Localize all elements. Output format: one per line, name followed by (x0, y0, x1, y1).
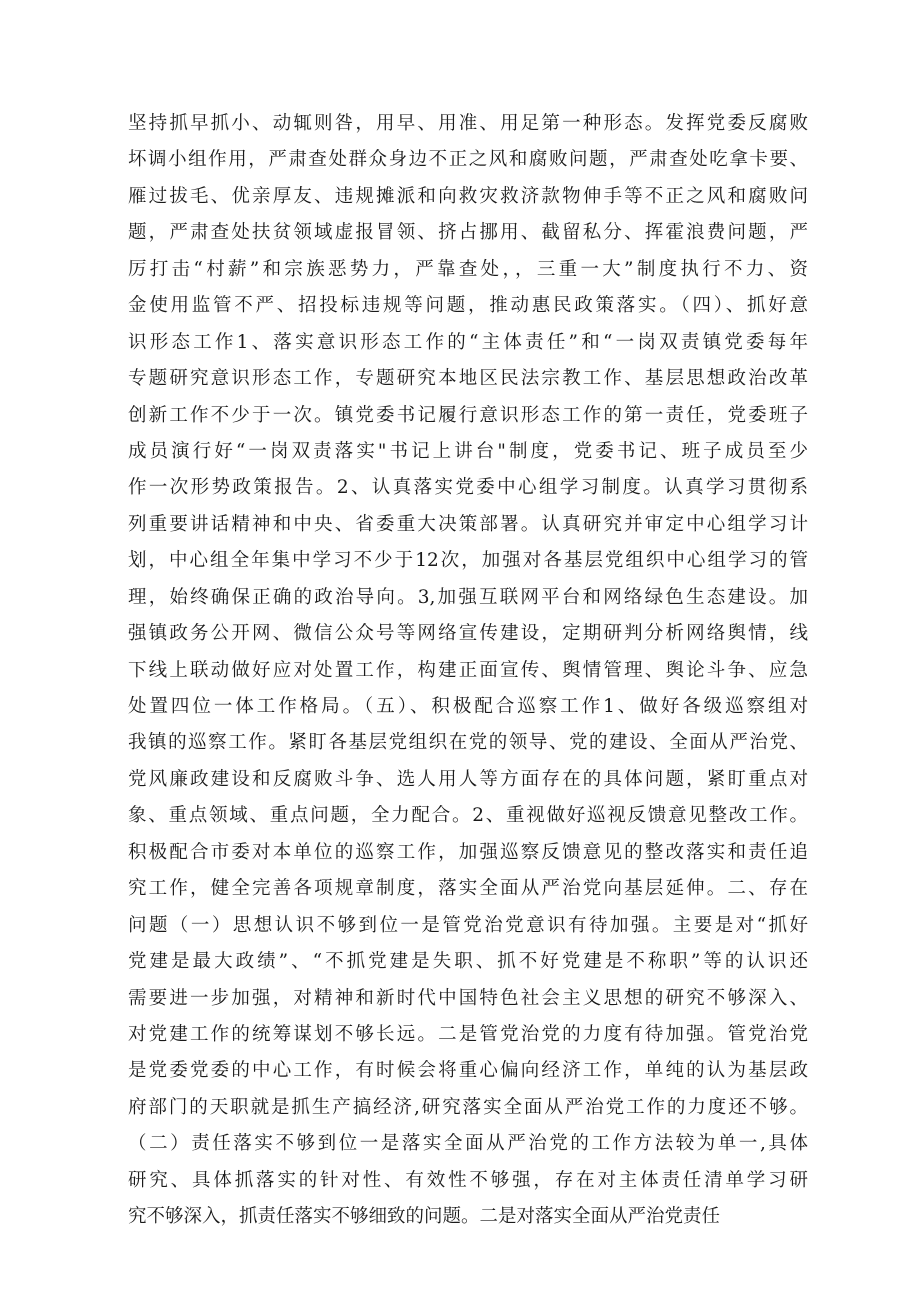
text-line: 理，始终确保正确的政治导向。3,加强互联网平台和网络绿色生态建设。加 (128, 586, 808, 608)
text-line: 究不够深入，抓责任落实不够细致的问题。二是对落实全面从严治党责任 (128, 1206, 721, 1228)
text-line: 成员演行好“一岗双责落实"书记上讲台"制度，党委书记、班子成员至少 (128, 440, 808, 462)
text-line: 积极配合市委对本单位的巡察工作，加强巡察反馈意见的整改落实和责任追 (128, 841, 808, 863)
text-line: 雁过拔毛、优亲厚友、违规摊派和向救灾救济款物伸手等不正之风和腐败问 (128, 185, 808, 207)
text-line: 作一次形势政策报告。2、认真落实党委中心组学习制度。认真学习贯彻系 (128, 477, 808, 499)
text-line: 金使用监管不严、招投标违规等问题，推动惠民政策落实。（四）、抓好意 (128, 295, 808, 317)
text-line: 坏调小组作用，严肃查处群众身边不正之风和腐败问题，严肃查处吃拿卡要、 (128, 149, 808, 171)
text-line: 是党委党委的中心工作，有时候会将重心偏向经济工作，单纯的认为基层政 (128, 1060, 808, 1082)
text-line: 划，中心组全年集中学习不少于12次，加强对各基层党组织中心组学习的管 (128, 550, 808, 572)
text-line: （二）责任落实不够到位一是落实全面从严治党的工作方法较为单一,具体 (128, 1133, 808, 1155)
text-line: 问题（一）思想认识不够到位一是管党治党意识有待加强。主要是对“抓好 (128, 914, 808, 936)
text-line: 题，严肃查处扶贫领域虚报冒领、挤占挪用、截留私分、挥霍浪费问题，严 (128, 222, 808, 244)
text-line: 识形态工作1、落实意识形态工作的“主体责任”和“一岗双责镇党委每年 (128, 331, 808, 353)
text-line: 处置四位一体工作格局。（五）、积极配合巡察工作1、做好各级巡察组对 (128, 696, 808, 717)
text-line: 象、重点领域、重点问题，全力配合。2、重视做好巡视反馈意见整改工作。 (128, 805, 808, 827)
text-line: 专题研究意识形态工作，专题研究本地区民法宗教工作、基层思想政治改革 (128, 368, 808, 390)
text-line: 下线上联动做好应对处置工作，构建正面宣传、舆情管理、舆论斗争、应急 (128, 659, 808, 681)
text-line: 坚持抓早抓小、动辄则咎，用早、用准、用足第一种形态。发挥党委反腐败 (128, 113, 808, 134)
text-line: 厉打击“村薪”和宗族恶势力，严靠查处，，三重一大”制度执行不力、资 (128, 258, 808, 280)
text-line: 究工作，健全完善各项规章制度，落实全面从严治党向基层延伸。二、存在 (128, 878, 808, 900)
text-line: 府部门的天职就是抓生产搞经济,研究落实全面从严治党工作的力度还不够。 (128, 1096, 808, 1118)
text-line: 党建是最大政绩”、“不抓党建是失职、抓不好党建是不称职”等的认识还 (128, 951, 808, 973)
text-line: 党风廉政建设和反腐败斗争、选人用人等方面存在的具体问题，紧盯重点对 (128, 768, 808, 790)
text-line: 需要进一步加强，对精神和新时代中国特色社会主义思想的研究不够深入、 (128, 987, 808, 1009)
text-line: 强镇政务公开网、微信公众号等网络宣传建设，定期研判分析网络舆情，线 (128, 623, 808, 645)
document-body (128, 106, 808, 1236)
text-line: 列重要讲话精神和中央、省委重大决策部署。认真研究并审定中心组学习计 (128, 513, 808, 535)
text-line: 研究、具体抓落实的针对性、有效性不够强，存在对主体责任清单学习研 (128, 1169, 808, 1191)
text-line: 我镇的巡察工作。紧盯各基层党组织在党的领导、党的建设、全面从严治党、 (128, 732, 808, 754)
text-line: 对党建工作的统筹谋划不够长远。二是管党治党的力度有待加强。管党治党 (128, 1023, 808, 1045)
text-line: 创新工作不少于一次。镇党委书记履行意识形态工作的第一责任，党委班子 (128, 404, 808, 426)
